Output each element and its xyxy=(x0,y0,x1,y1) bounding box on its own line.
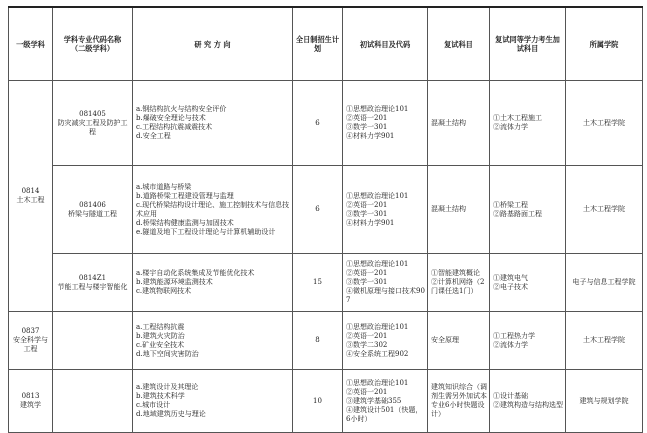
direction-item: d.地下空间灾害防治 xyxy=(136,349,199,358)
direction-cell xyxy=(133,81,293,166)
quota-cell: 8 xyxy=(293,312,343,370)
direction-item: b.道路桥梁工程建设管理与监理 xyxy=(136,191,234,200)
exam-item: ②英语一201 xyxy=(346,269,388,277)
direction-item: d.桥梁结构健康监测与加固技术 xyxy=(136,218,234,227)
direction-item: c.建筑物联网技术 xyxy=(136,287,192,295)
major-name: 节能工程与楼宇智能化 xyxy=(57,282,128,291)
college-cell: 土木工程学院 xyxy=(566,166,643,254)
add-item: ①工程热力学 xyxy=(493,331,535,340)
direction-item: b.建筑能源环境监测技术 xyxy=(136,278,213,286)
header-row xyxy=(9,7,643,81)
major-cell xyxy=(53,81,133,166)
major-cell xyxy=(53,370,133,433)
retest-cell xyxy=(428,312,490,370)
exam-item: ①思想政治理论101 xyxy=(346,378,409,387)
exam-item: ②英语一201 xyxy=(346,387,388,396)
direction-item: e.隧道及地下工程设计理论与计算机辅助设计 xyxy=(136,227,276,236)
add-item: ①设计基础 xyxy=(493,392,528,400)
exam-cell xyxy=(343,312,428,370)
header-retest: 复试科目 xyxy=(428,7,490,81)
direction-item: a.城市道路与桥梁 xyxy=(136,182,192,191)
college-cell: 建筑与规划学院 xyxy=(566,370,643,433)
add-item: ①桥梁工程 xyxy=(493,200,528,209)
header-direction: 研 究 方 向 xyxy=(133,7,293,81)
direction-item: c.现代桥梁结构设计理论、施工控制技术与信息技术应用 xyxy=(136,200,290,218)
retest-item: ①智能建筑概论 xyxy=(431,269,480,277)
major-cell xyxy=(53,254,133,312)
direction-cell xyxy=(133,254,293,312)
add-cell xyxy=(490,370,566,433)
level1-cell: 0813 建筑学 xyxy=(9,370,53,433)
header-quota: 全日制招生计划 xyxy=(293,7,343,81)
add-cell xyxy=(490,166,566,254)
retest-item: 混凝土结构 xyxy=(431,205,466,213)
direction-item: c.矿业安全技术 xyxy=(136,340,185,349)
exam-cell xyxy=(343,370,428,433)
add-item: ②流体力学 xyxy=(493,340,528,349)
exam-item: ③数学一301 xyxy=(346,278,388,286)
header-add: 复试同等学力考生加试科目 xyxy=(490,7,566,81)
exam-item: ④安全系统工程902 xyxy=(346,349,409,358)
major-code: 0814Z1 xyxy=(78,273,107,282)
major-code: 081406 xyxy=(79,200,106,209)
direction-item: a.建筑设计及其理论 xyxy=(136,383,199,391)
direction-item: d.安全工程 xyxy=(136,132,171,140)
header-major-code-line1: 学科专业代码名称 xyxy=(63,35,122,44)
direction-cell xyxy=(133,370,293,433)
exam-item: ④微机原理与接口技术907 xyxy=(346,287,425,304)
add-item: ②流体力学 xyxy=(493,123,528,131)
retest-item: ②计算机网络（2门课任选1门） xyxy=(431,278,485,295)
college-cell: 土木工程学院 xyxy=(566,81,643,166)
table-row xyxy=(9,312,643,370)
exam-item: ④材料力学901 xyxy=(346,218,395,227)
add-cell xyxy=(490,81,566,166)
major-name: 桥梁与隧道工程 xyxy=(68,209,117,218)
header-major-code xyxy=(53,7,133,81)
exam-cell xyxy=(343,81,428,166)
retest-item: 安全原理 xyxy=(431,336,459,344)
header-exam: 初试科目及代码 xyxy=(343,7,428,81)
add-item: ①土木工程施工 xyxy=(493,114,542,122)
exam-item: ②英语一201 xyxy=(346,331,388,340)
header-level1: 一级学科 xyxy=(9,7,53,81)
add-item: ②路基路面工程 xyxy=(493,209,542,218)
direction-item: a.工程结构抗震 xyxy=(136,322,185,331)
quota-cell: 6 xyxy=(293,166,343,254)
add-item: ①建筑电气 xyxy=(493,273,528,282)
direction-item: b.爆破安全理论与技术 xyxy=(136,114,206,122)
major-name: 防灾减灾工程及防护工程 xyxy=(57,118,128,136)
level1-cell: 0814 土木工程 xyxy=(9,81,53,312)
exam-item: ②英语一201 xyxy=(346,114,388,122)
exam-item: ①思想政治理论101 xyxy=(346,322,409,331)
table-row xyxy=(9,81,643,166)
add-cell xyxy=(490,254,566,312)
exam-item: ①思想政治理论101 xyxy=(346,260,409,268)
direction-item: b.建筑技术科学 xyxy=(136,392,185,400)
exam-item: ④建筑设计501（快题，6小时） xyxy=(346,405,423,423)
add-item: ②建筑构造与结构选型 xyxy=(493,401,563,409)
quota-cell: 6 xyxy=(293,81,343,166)
exam-item: ②英语一201 xyxy=(346,200,388,209)
direction-item: a.钢结构抗火与结构安全评价 xyxy=(136,105,227,113)
quota-cell: 15 xyxy=(293,254,343,312)
exam-item: ③建筑学基础355 xyxy=(346,396,402,405)
header-major-code-line2: （二级学科） xyxy=(70,44,115,53)
exam-item: ①思想政治理论101 xyxy=(346,191,409,200)
major-cell xyxy=(53,312,133,370)
major-code: 081405 xyxy=(79,109,106,118)
table-row xyxy=(9,370,643,433)
direction-item: c.工程结构抗震减震技术 xyxy=(136,123,213,131)
exam-item: ①思想政治理论101 xyxy=(346,105,409,113)
exam-item: ④材料力学901 xyxy=(346,132,395,140)
quota-cell: 10 xyxy=(293,370,343,433)
add-item: ②电子技术 xyxy=(493,282,528,291)
direction-cell xyxy=(133,166,293,254)
add-cell xyxy=(490,312,566,370)
retest-cell xyxy=(428,81,490,166)
header-college: 所属学院 xyxy=(566,7,643,81)
exam-item: ③数学一301 xyxy=(346,209,388,218)
direction-item: a.楼宇自动化系统集成及节能优化技术 xyxy=(136,269,255,277)
college-cell: 土木工程学院 xyxy=(566,312,643,370)
table-row xyxy=(9,254,643,312)
exam-item: ③数学二302 xyxy=(346,340,388,349)
exam-cell xyxy=(343,166,428,254)
major-cell xyxy=(53,166,133,254)
direction-item: d.地域建筑历史与理论 xyxy=(136,410,206,418)
exam-item: ③数学一301 xyxy=(346,123,388,131)
direction-item: c.城市设计 xyxy=(136,401,171,409)
level1-cell: 0837 安全科学与工程 xyxy=(9,312,53,370)
retest-item: 建筑知识综合（调剂生需另外加试本专业6小时快题设计） xyxy=(431,383,487,418)
retest-cell xyxy=(428,166,490,254)
retest-item: 混凝土结构 xyxy=(431,118,466,127)
exam-cell xyxy=(343,254,428,312)
direction-item: b.建筑火灾防治 xyxy=(136,331,185,340)
table-row xyxy=(9,166,643,254)
retest-cell xyxy=(428,370,490,433)
direction-cell xyxy=(133,312,293,370)
admission-table xyxy=(8,6,643,433)
retest-cell xyxy=(428,254,490,312)
college-cell: 电子与信息工程学院 xyxy=(566,254,643,312)
